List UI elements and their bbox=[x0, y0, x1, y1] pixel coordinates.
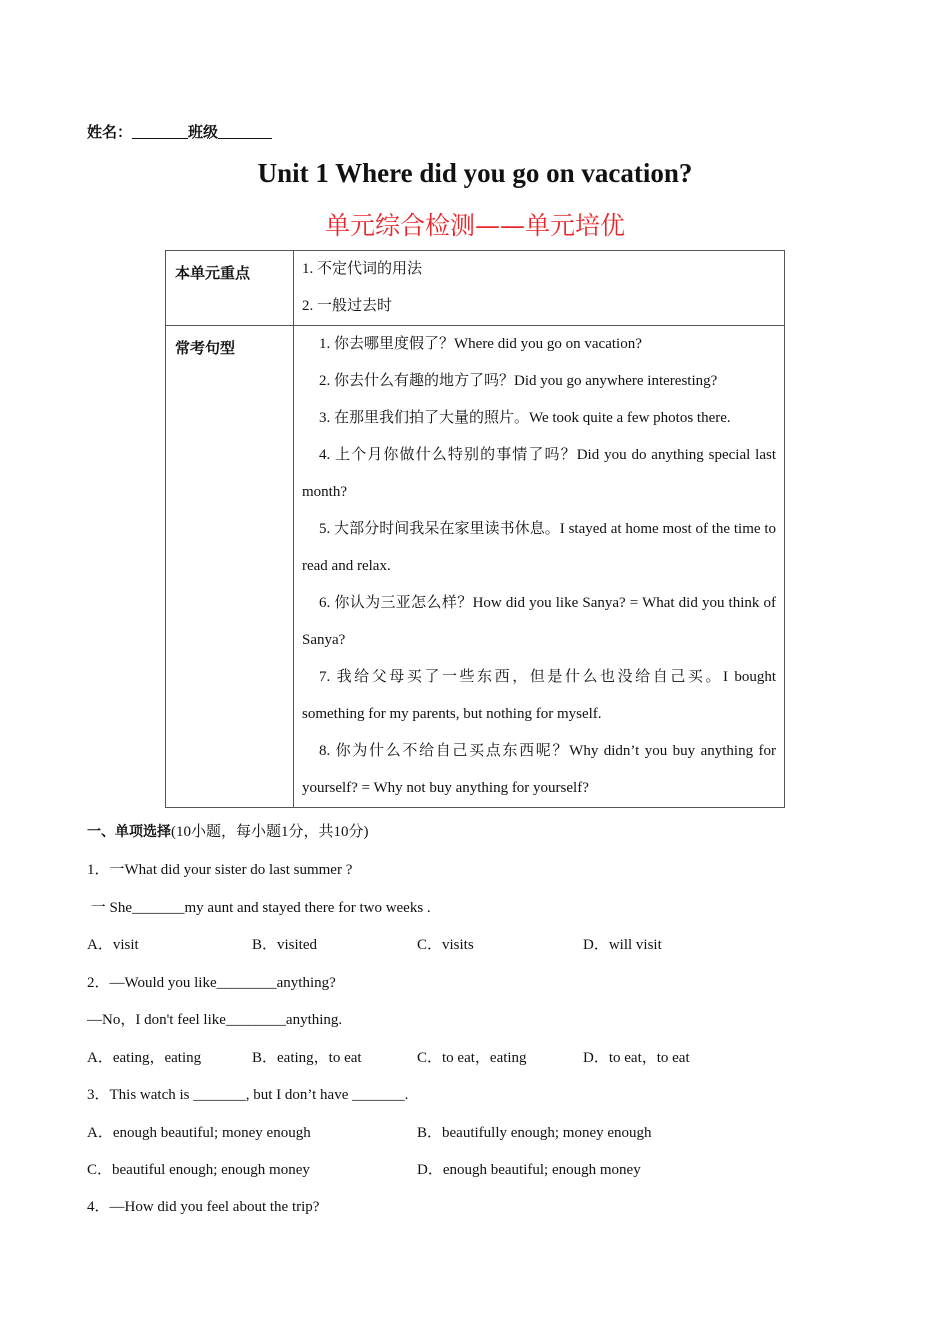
name-blank bbox=[132, 124, 188, 139]
sentence-item: 7. 我给父母买了一些东西，但是什么也没给自己买。I bought something for my parents, but nothing for myself. bbox=[302, 669, 776, 722]
sentence-item: 6. 你认为三亚怎么样？How did you like Sanya? = What did you think of Sanya? bbox=[302, 595, 776, 648]
sentence-item: 5. 大部分时间我呆在家里读书休息。I stayed at home most of the time to read and relax. bbox=[302, 521, 776, 574]
sentence-item: 1. 你去哪里度假了？Where did you go on vacation? bbox=[319, 336, 642, 352]
option-a: A．visit bbox=[87, 937, 139, 953]
option-b: B．beautifully enough; money enough bbox=[417, 1125, 652, 1141]
sentence-item: 4. 上个月你做什么特别的事情了吗？Did you do anything special last month? bbox=[302, 447, 776, 500]
sentence-item: 3. 在那里我们拍了大量的照片。We took quite a few photos there. bbox=[319, 410, 731, 426]
option-d: D．enough beautiful; enough money bbox=[417, 1162, 641, 1178]
page-title: Unit 1 Where did you go on vacation? bbox=[257, 158, 693, 188]
sentence-item: 8. 你为什么不给自己买点东西呢？Why didn’t you buy anything for yourself? = Why not buy anything for yourself? bbox=[302, 743, 776, 796]
question-line: 一 She_______my aunt and stayed there for two weeks . bbox=[87, 900, 431, 916]
section-heading bbox=[87, 820, 369, 841]
option-d: D．will visit bbox=[583, 937, 662, 953]
option-b: B．eating，to eat bbox=[252, 1050, 362, 1066]
option-c: C．to eat，eating bbox=[417, 1050, 527, 1066]
option-c: C．beautiful enough; enough money bbox=[87, 1162, 310, 1178]
name-class-line bbox=[87, 121, 272, 142]
sentences-cell bbox=[294, 326, 785, 808]
key-points-label: 本单元重点 bbox=[166, 251, 294, 326]
sentences-label: 常考句型 bbox=[166, 326, 294, 808]
question-line: 1．一What did your sister do last summer ? bbox=[87, 862, 353, 878]
key-point: 2. 一般过去时 bbox=[302, 298, 393, 314]
section-note: (10小题，每小题1分，共10分) bbox=[171, 824, 369, 840]
name-label: 姓名： bbox=[87, 123, 133, 141]
section-title: 一、单项选择 bbox=[87, 824, 171, 840]
key-points-cell bbox=[294, 251, 785, 326]
class-blank bbox=[218, 124, 272, 139]
option-a: A．enough beautiful; money enough bbox=[87, 1125, 311, 1141]
summary-table bbox=[165, 250, 785, 808]
sentence-item: 2. 你去什么有趣的地方了吗？Did you go anywhere interesting? bbox=[319, 373, 718, 389]
question-line: 4．—How did you feel about the trip? bbox=[87, 1199, 320, 1215]
class-label: 班级 bbox=[188, 123, 219, 141]
page-subtitle: 单元综合检测——单元培优 bbox=[324, 211, 625, 240]
key-points-row bbox=[166, 251, 785, 326]
question-line: 3．This watch is _______, but I don’t have _______. bbox=[87, 1087, 409, 1103]
option-d: D．to eat，to eat bbox=[583, 1050, 690, 1066]
question-line: 2．—Would you like________anything? bbox=[87, 975, 336, 991]
option-a: A．eating，eating bbox=[87, 1050, 202, 1066]
option-b: B．visited bbox=[252, 937, 318, 953]
option-c: C．visits bbox=[417, 937, 474, 953]
question-line: —No，I don't feel like________anything. bbox=[87, 1012, 343, 1028]
sentences-row bbox=[166, 326, 785, 808]
key-point: 1. 不定代词的用法 bbox=[302, 261, 423, 277]
